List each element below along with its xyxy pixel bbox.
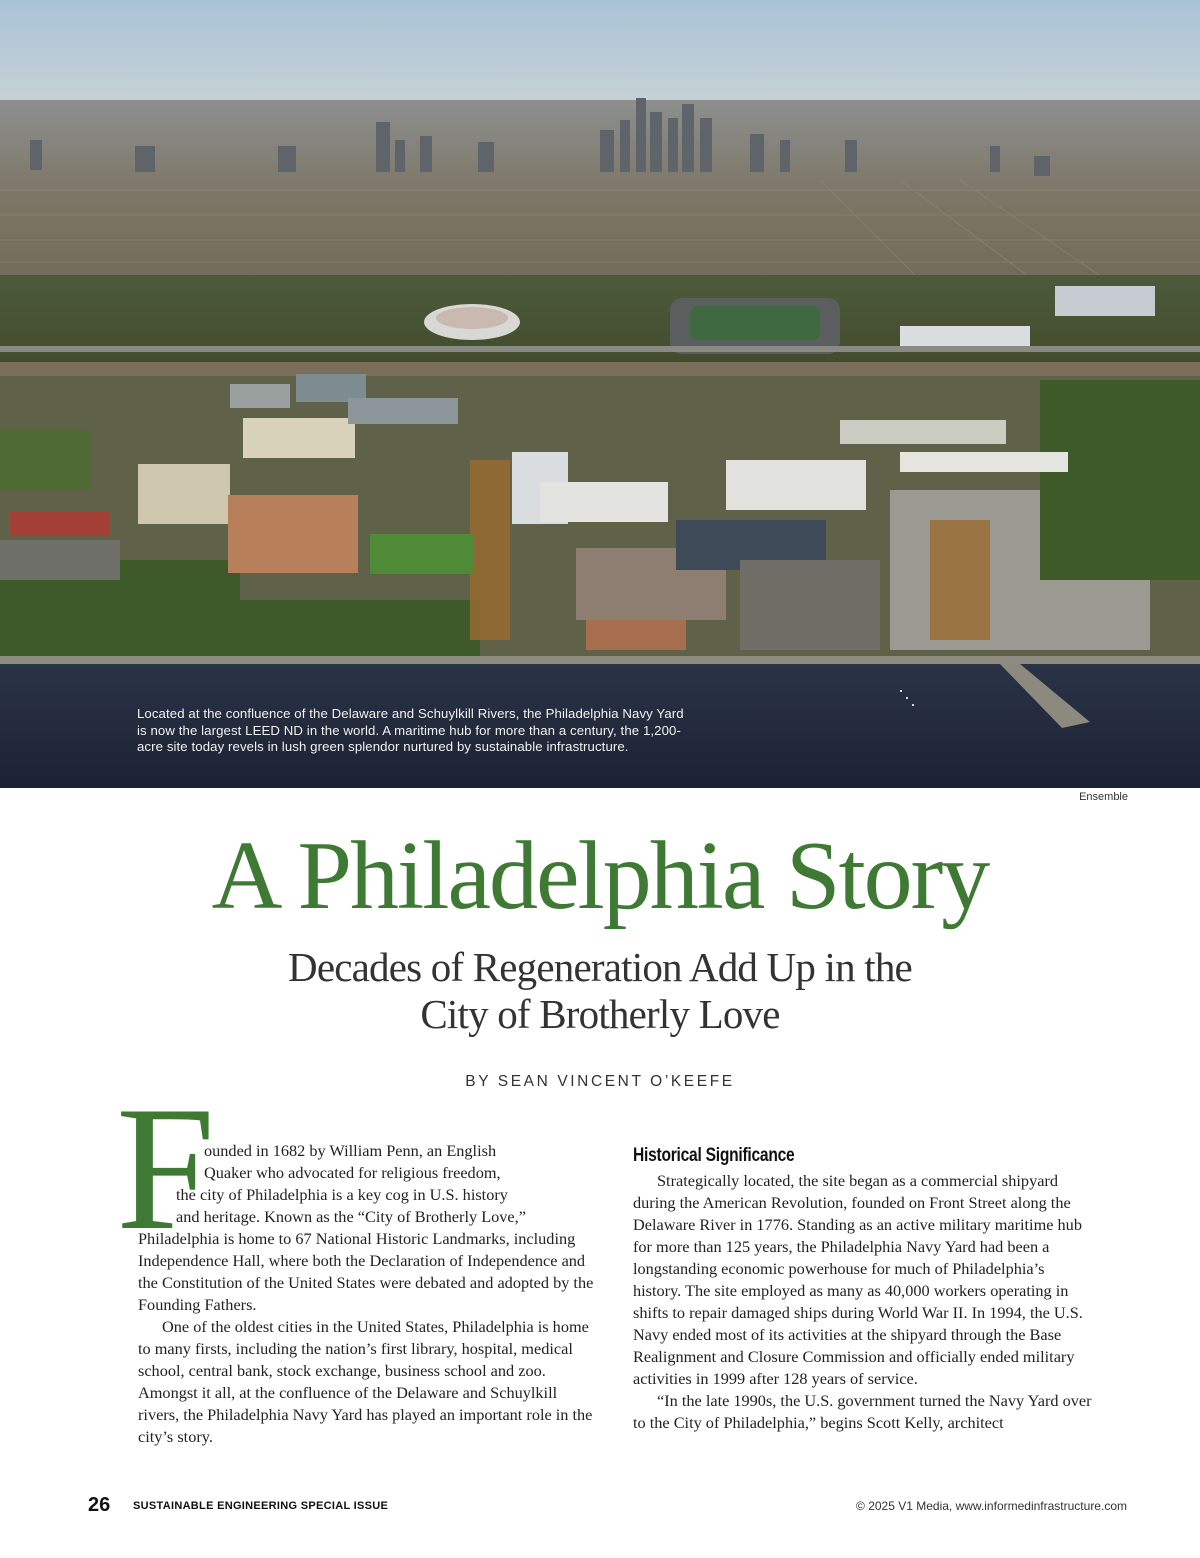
text-line: ounded in 1682 by William Penn, an English [204,1141,497,1160]
drop-cap: F [116,1069,215,1267]
paragraph: Strategically located, the site began as a commercial shipyard during the American Revolution, founded on Front Street along the Delaware River in 1776. Standing as an active military maritime hub for more than 125 years, the Philadelphia Navy Yard had been a longstanding economic powerhouse for much of Philadelphia’s history. The site employed as many as 40,000 workers operating in shifts to repair damaged ships during World War II. In 1994, the U.S. Navy ended most of its activities at the shipyard through the Base Realignment and Closure Commission and officially ended military activities in 1999 after 128 years of service. [633,1171,1083,1388]
article-title: A Philadelphia Story [211,822,989,930]
article-subtitle [0,944,1200,1038]
byline: BY SEAN VINCENT O’KEEFE [465,1073,735,1090]
photo-caption: Located at the confluence of the Delaware and Schuylkill Rivers, the Philadelphia Navy Yard is now the largest LEED ND in the world. A maritime hub for more than a century, the 1,200-acre site today revels in lush green splendor nurtured by sustainable infrastructure. [137,706,684,754]
subtitle-line: City of Brotherly Love [420,991,780,1037]
paragraph [138,1140,600,1316]
section-heading: Historical Significance [633,1145,795,1166]
right-column [633,1144,1095,1434]
subtitle-line: Decades of Regeneration Add Up in the [288,944,912,990]
text-line: the city of Philadelphia is a key cog in U.S. history [176,1185,508,1204]
paragraph: “In the late 1990s, the U.S. government turned the Navy Yard over to the City of Philadelphia,” begins Scott Kelly, architect [633,1391,1092,1432]
copyright-notice: © 2025 V1 Media, www.informedinfrastructure.com [856,1499,1127,1513]
paragraph: One of the oldest cities in the United States, Philadelphia is home to many firsts, including the nation’s first library, hospital, medical school, central bank, stock exchange, business school and zoo. Amongst it all, at the confluence of the Delaware and Schuylkill rivers, the Philadelphia Navy Yard has played an important role in the city’s story. [138,1317,593,1446]
photo-credit: Ensemble [1079,791,1128,803]
left-column [138,1140,600,1448]
publication-name: SUSTAINABLE ENGINEERING SPECIAL ISSUE [133,1500,389,1512]
text-block: Philadelphia is home to 67 National Historic Landmarks, including Independence Hall, where both the Declaration of Independence and the Constitution of the United States were debated and adopted by the Founding Fathers. [138,1229,594,1314]
text-line: and heritage. Known as the “City of Brotherly Love,” [176,1207,526,1226]
page-number: 26 [88,1494,111,1516]
text-line: Quaker who advocated for religious freedom, [204,1163,501,1182]
